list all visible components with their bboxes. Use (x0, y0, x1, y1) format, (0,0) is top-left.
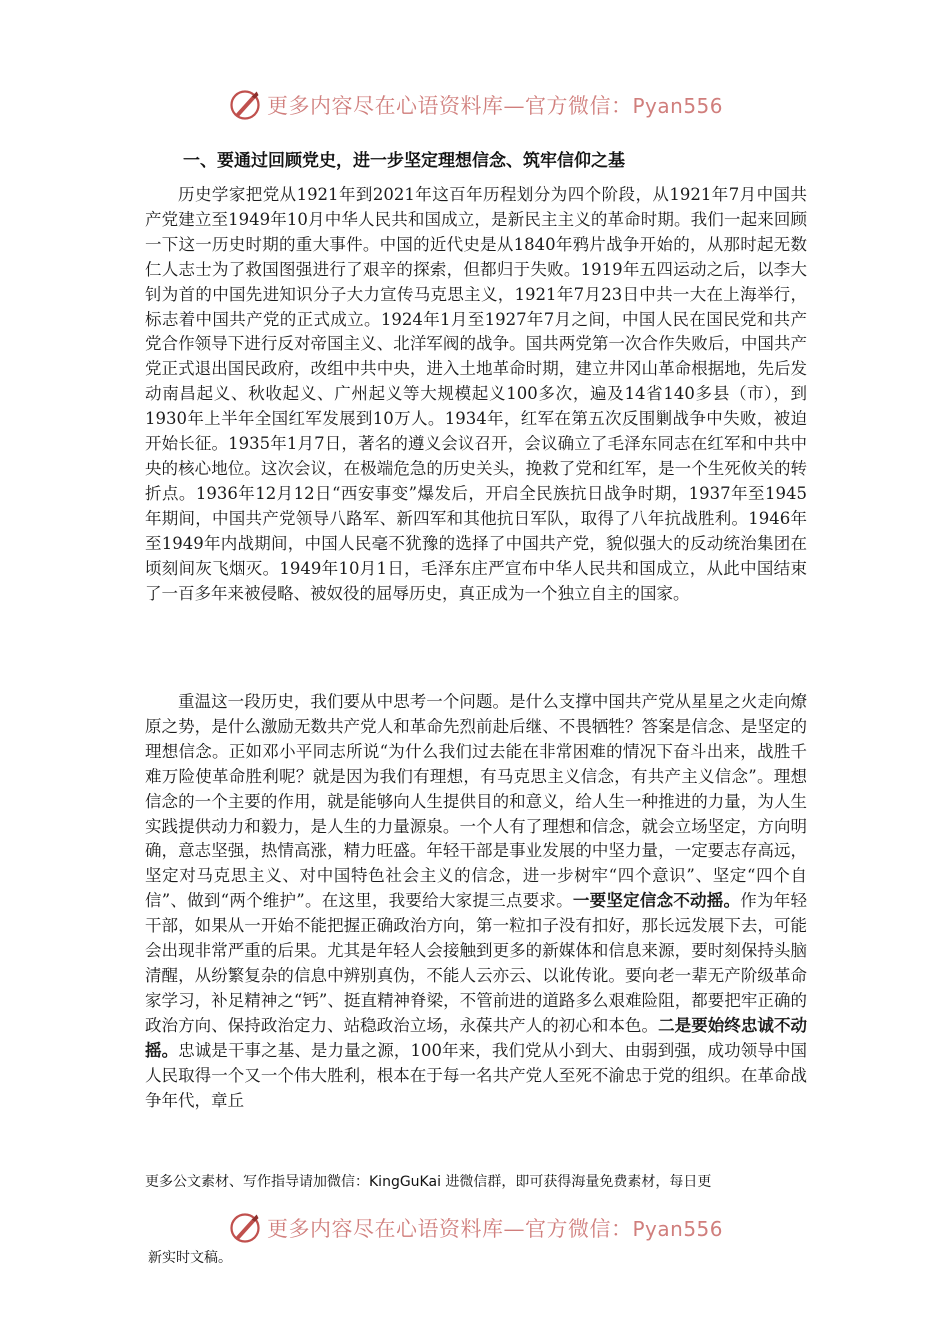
footer-tail: 新实时文稿。 (148, 1250, 232, 1266)
pen-logo-icon (227, 1210, 263, 1246)
paragraph-text: 作为年轻干部，如果从一开始不能把握正确政治方向，第一粒扣子没有扣好，那长远发展下去，可能会出现非常严重的后果。尤其是年轻人会接触到更多的新媒体和信息来源，要时刻保持头脑清醒，从纷繁复杂的信息中辨别真伪，不能人云亦云、以讹传讹。要向老一辈无产阶级革命家学习，补足精神之“钙”、挺直精神脊梁，不管前进的道路多么艰难险阻，都要把牢正确的政治方向、保持政治定力、站稳政治立场，永葆共产人的初心和本色。 (145, 891, 808, 1035)
bold-requirement-two: 二是要始终忠诚不动摇。 (145, 1015, 808, 1060)
footer-note: 更多公文素材、写作指导请加微信：KingGuKai 进微信群，即可获得海量免费素材，每日更 (145, 1174, 712, 1190)
paragraph-reflection (145, 690, 807, 1113)
watermark-footer (0, 1206, 950, 1250)
paragraph-text: 重温这一段历史，我们要从中思考一个问题。是什么支撑中国共产党从星星之火走向燎原之势，是什么激励无数共产党人和革命先烈前赴后继、不畏牺牲？答案是信念、是坚定的理想信念。正如邓小平同志所说“为什么我们过去能在非常困难的情况下奋斗出来，战胜千难万险使革命胜利呢？就是因为我们有理想，有马克思主义信念，有共产主义信念”。理想信念的一个主要的作用，就是能够向人生提供目的和意义，给人生一种推进的力量，为人生实践提供动力和毅力，是人生的力量源泉。一个人有了理想和信念，就会立场坚定，方向明确，意志坚强，热情高涨，精力旺盛。年轻干部是事业发展的中坚力量，一定要志存高远，坚定对马克思主义、对中国特色社会主义的信念，进一步树牢“四个意识”、坚定“四个自信”、做到“两个维护”。在这里，我要给大家提三点要求。 (145, 692, 807, 911)
bold-requirement-one: 一要坚定信念不动摇。 (572, 891, 741, 911)
paragraph-text: 忠诚是干事之基、是力量之源，100年来，我们党从小到大、由弱到强，成功领导中国人民取得一个又一个伟大胜利，根本在于每一名共产党人至死不渝忠于党的组织。在革命战争年代，章丘 (145, 1040, 807, 1110)
watermark-text: 更多内容尽在心语资料库—官方微信：Pyan556 (266, 1217, 723, 1241)
watermark-header (0, 83, 950, 127)
watermark-wechat-id: Pyan556 (632, 94, 723, 118)
pen-logo-icon (227, 87, 263, 123)
watermark-text: 更多内容尽在心语资料库—官方微信：Pyan556 (266, 94, 723, 118)
section-heading: 一、要通过回顾党史，进一步坚定理想信念、筑牢信仰之基 (183, 151, 625, 171)
paragraph-history: 历史学家把党从1921年到2021年这百年历程划分为四个阶段，从1921年7月中国共产党建立至1949年10月中华人民共和国成立，是新民主主义的革命时期。我们一起来回顾一下这一历史时期的重大事件。中国的近代史是从1840年鸦片战争开始的，从那时起无数仁人志士为了救国图强进行了艰辛的探索，但都归于失败。1919年五四运动之后，以李大钊为首的中国先进知识分子大力宣传马克思主义，1921年7月23日中共一大在上海举行，标志着中国共产党的正式成立。1924年1月至1927年7月之间，中国人民在国民党和共产党合作领导下进行反对帝国主义、北洋军阀的战争。国共两党第一次合作失败后，中国共产党正式退出国民政府，改组中共中央，进入土地革命时期，建立井冈山革命根据地，先后发动南昌起义、秋收起义、广州起义等大规模起义100多次，遍及14省140多县（市），到1930年上半年全国红军发展到10万人。1934年，红军在第五次反围剿战争中失败，被迫开始长征。1935年1月7日，著名的遵义会议召开，会议确立了毛泽东同志在红军和中共中央的核心地位。这次会议，在极端危急的历史关头，挽救了党和红军，是一个生死攸关的转折点。1936年12月12日“西安事变”爆发后，开启全民族抗日战争时期，1937年至1945年期间，中国共产党领导八路军、新四军和其他抗日军队，取得了八年抗战胜利。1946年至1949年内战期间，中国人民毫不犹豫的选择了中国共产党，貌似强大的反动统治集团在顷刻间灰飞烟灭。1949年10月1日，毛泽东庄严宣布中华人民共和国成立，从此中国结束了一百多年来被侵略、被奴役的屈辱历史，真正成为一个独立自主的国家。 (145, 185, 807, 603)
watermark-wechat-id: Pyan556 (632, 1217, 723, 1241)
